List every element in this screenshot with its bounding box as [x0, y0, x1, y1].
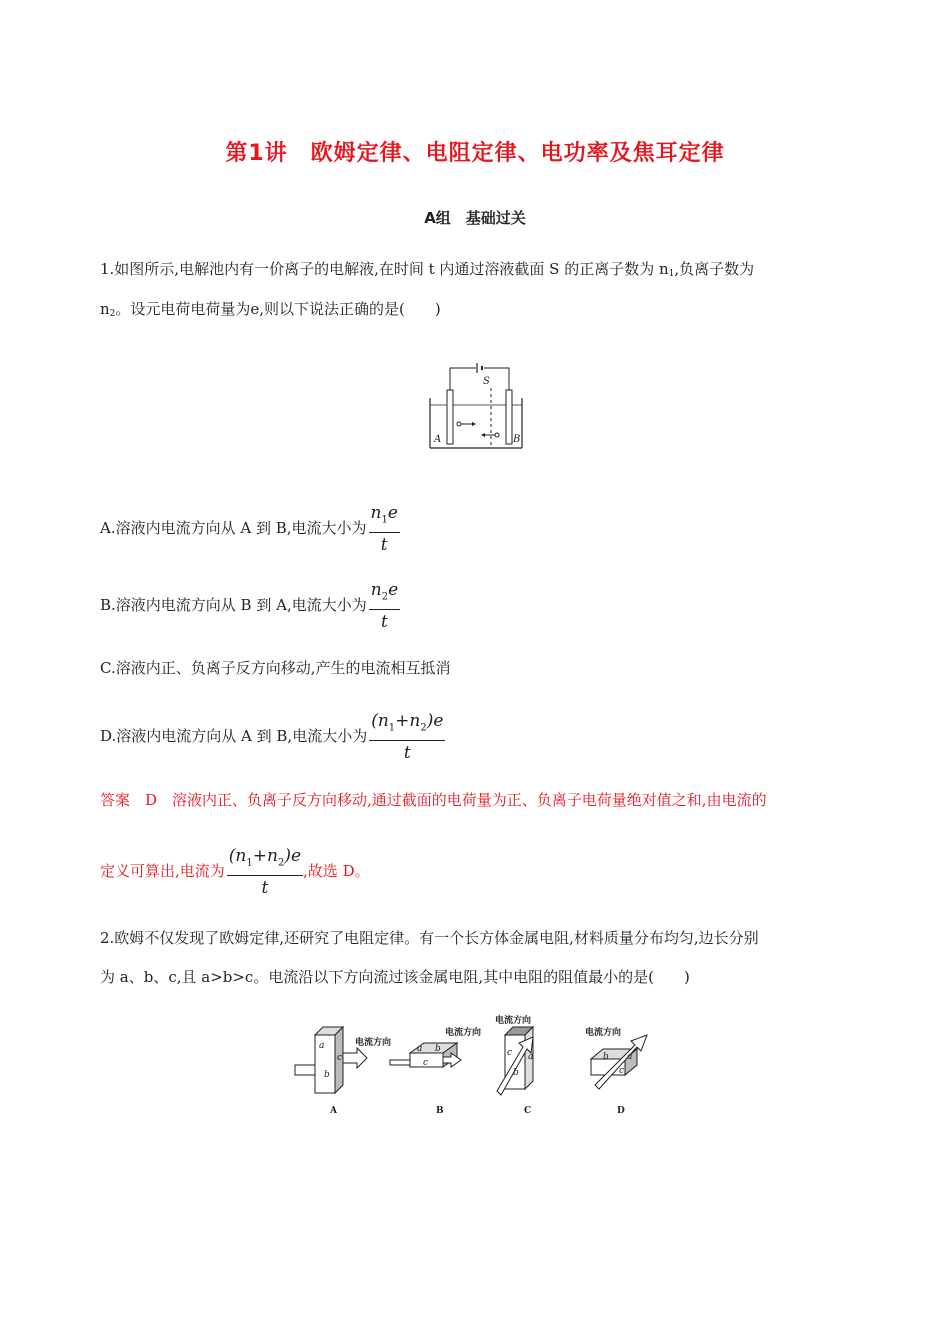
- caption-a: A: [330, 1106, 337, 1116]
- svg-text:b: b: [324, 1070, 330, 1080]
- svg-text:a: a: [319, 1041, 325, 1051]
- figure-b: [390, 1026, 481, 1116]
- q1-answer-line2: 定义可算出,电流为 $\frac{(n_1+n_2)e}{t}$ ,故选 D。: [100, 846, 370, 899]
- q1-stem-line2: $n_2$。设元电荷电荷量为e,则以下说法正确的是( ): [100, 300, 441, 319]
- q2-stem-line2: 为 a、b、c,且 a>b>c。电流沿以下方向流过该金属电阻,其中电阻的阻值最小的是( ): [100, 968, 690, 986]
- svg-text:a: a: [528, 1052, 534, 1062]
- figure-a: [295, 1027, 391, 1116]
- svg-text:c: c: [337, 1053, 343, 1063]
- q1-answer-line1: 答案 D 溶液内正、负离子反方向移动,通过截面的电荷量为正、负离子电荷量绝对值之和,由电流的: [100, 791, 767, 809]
- caption-b: B: [436, 1106, 444, 1116]
- q1-stem-line1: 1.如图所示,电解池内有一价离子的电解液,在时间 t 内通过溶液截面 S 的正离子数为 $n_1$,负离子数为: [100, 260, 755, 279]
- figure-d: [585, 1026, 647, 1116]
- q1-option-d: D.溶液内电流方向从 A 到 B,电流大小为 $\frac{(n_1+n_2)e}{t}$: [100, 711, 444, 764]
- q1-option-c: C.溶液内正、负离子反方向移动,产生的电流相互抵消: [100, 659, 451, 677]
- fraction-sum-over-t: $\frac{(n_1+n_2)e}{t}$: [371, 711, 444, 764]
- svg-text:a: a: [627, 1052, 633, 1062]
- section-s-label: S: [483, 376, 490, 387]
- caption-c: C: [524, 1106, 532, 1116]
- page-title: 第1讲 欧姆定律、电阻定律、电功率及焦耳定律: [225, 141, 725, 166]
- q1-option-b: B.溶液内电流方向从 B 到 A,电流大小为 $\frac{n_2e}{t}$: [100, 580, 399, 633]
- svg-text:c: c: [423, 1058, 429, 1068]
- svg-text:a: a: [417, 1044, 423, 1054]
- svg-text:电流方向: 电流方向: [445, 1028, 482, 1038]
- fraction-n1e-over-t: $\frac{n_1e}{t}$: [370, 503, 398, 556]
- electrolytic-cell-figure: [426, 360, 526, 455]
- svg-text:b: b: [435, 1044, 441, 1054]
- svg-text:电流方向: 电流方向: [495, 1016, 532, 1026]
- section-heading: A组 基础过关: [424, 209, 526, 227]
- electrode-a-label: A: [434, 434, 442, 445]
- caption-d: D: [617, 1106, 625, 1116]
- figure-c: [495, 1015, 533, 1116]
- q1-option-a: A.溶液内电流方向从 A 到 B,电流大小为 $\frac{n_1e}{t}$: [100, 503, 398, 556]
- svg-text:电流方向: 电流方向: [585, 1028, 622, 1038]
- svg-text:c: c: [619, 1066, 625, 1076]
- q2-stem-line1: 2.欧姆不仅发现了欧姆定律,还研究了电阻定律。有一个长方体金属电阻,材料质量分布均匀,边长分别: [100, 929, 759, 947]
- svg-text:b: b: [513, 1068, 519, 1078]
- fraction-n2e-over-t: $\frac{n_2e}{t}$: [370, 580, 399, 633]
- answer-fraction: $\frac{(n_1+n_2)e}{t}$: [228, 846, 302, 899]
- svg-text:b: b: [603, 1052, 609, 1062]
- svg-text:c: c: [507, 1048, 513, 1058]
- electrode-b-label: B: [513, 434, 521, 445]
- svg-text:电流方向: 电流方向: [355, 1038, 392, 1048]
- resistor-options-figure: [285, 1015, 665, 1120]
